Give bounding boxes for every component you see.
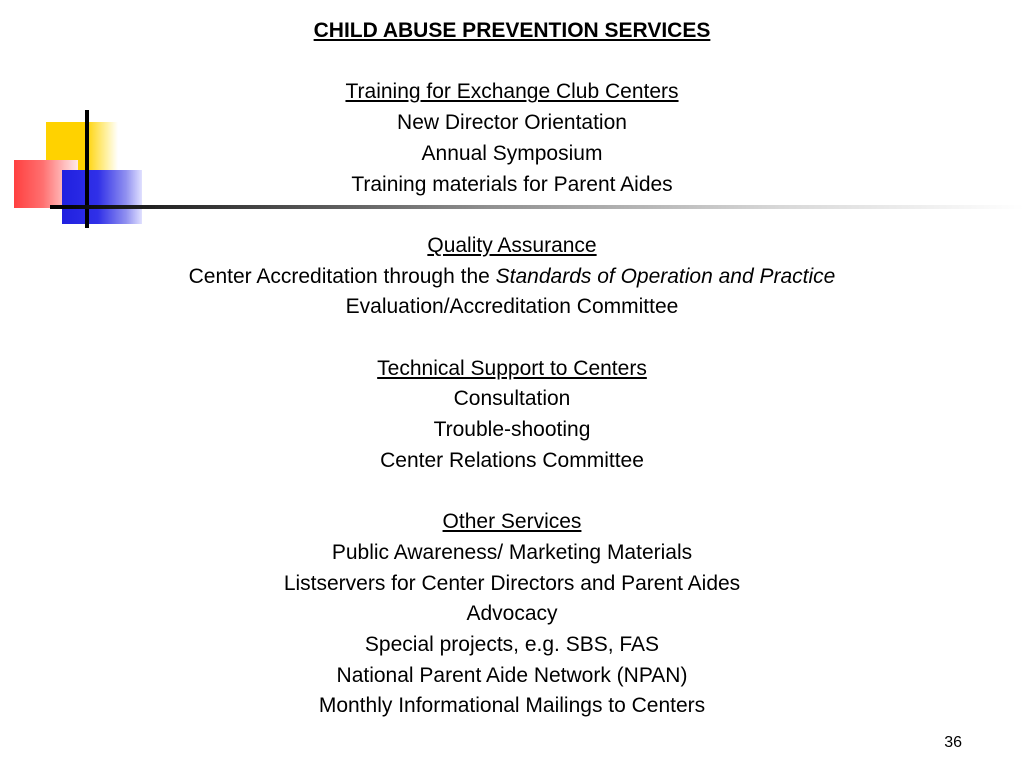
list-item: Center Relations Committee bbox=[380, 448, 644, 472]
slide-content bbox=[0, 16, 1024, 722]
list-item: Training materials for Parent Aides bbox=[351, 172, 673, 196]
section-heading-technical: Technical Support to Centers bbox=[377, 356, 647, 380]
spacer bbox=[0, 323, 1024, 354]
list-item: Annual Symposium bbox=[421, 141, 603, 165]
list-item: Special projects, e.g. SBS, FAS bbox=[364, 633, 660, 656]
section-heading-other: Other Services bbox=[442, 510, 582, 534]
spacer bbox=[0, 477, 1024, 508]
list-item: New Director Orientation bbox=[397, 111, 627, 135]
list-item: Evaluation/Accreditation Committee bbox=[345, 295, 679, 319]
section-heading-training: Training for Exchange Club Centers bbox=[345, 80, 679, 104]
list-item: Consultation bbox=[453, 387, 571, 411]
list-item bbox=[0, 262, 1024, 293]
list-item: National Parent Aide Network (NPAN) bbox=[336, 663, 688, 687]
standards-title: Standards of Operation and Practice bbox=[495, 264, 836, 288]
accreditation-prefix: Center Accreditation through the bbox=[188, 264, 496, 288]
list-item: Listservers for Center Directors and Parent Aides bbox=[283, 571, 741, 595]
list-item: Monthly Informational Mailings to Centers bbox=[318, 694, 706, 718]
spacer bbox=[0, 47, 1024, 78]
list-item: Public Awareness/ Marketing Materials bbox=[331, 540, 693, 564]
spacer bbox=[0, 200, 1024, 231]
list-item: Advocacy bbox=[466, 602, 558, 626]
list-item: Trouble-shooting bbox=[433, 418, 591, 442]
section-heading-quality: Quality Assurance bbox=[427, 233, 597, 257]
page-title: CHILD ABUSE PREVENTION SERVICES bbox=[313, 19, 711, 42]
page-number: 36 bbox=[944, 734, 962, 751]
